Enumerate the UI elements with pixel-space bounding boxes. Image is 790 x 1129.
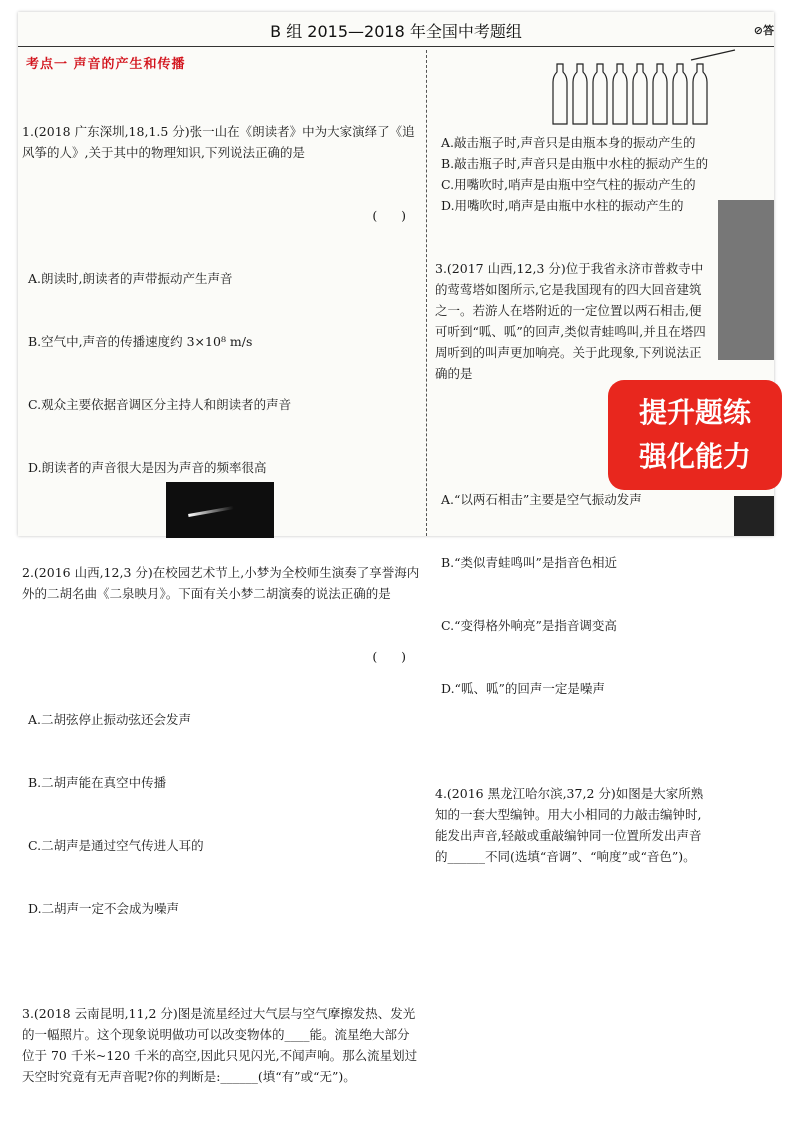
option: D.“呱、呱”的回声一定是噪声 [441, 681, 605, 696]
column-divider [426, 50, 427, 536]
question-4-right [435, 741, 771, 909]
option: B.空气中,声音的传播速度约 3×10⁸ m/s [28, 334, 253, 349]
meteor-streak [188, 506, 234, 517]
question-stem: 4.(2016 黑龙江哈尔滨,37,2 分)如图是大家所熟知的一套大型编钟。用大小相同的力敲击编钟时,能发出声音,轻敲或重敲编钟同一位置所发出声音的______不同(选填“音调”、“响度”或“音色”)。 [435, 786, 704, 864]
question-stem: 2.(2016 山西,12,3 分)在校园艺术节上,小梦为全校师生演奏了享誉海内外的二胡名曲《二泉映月》。下面有关小梦二胡演奏的说法正确的是 [22, 565, 420, 601]
bells-photo [734, 496, 774, 536]
option: D.二胡声一定不会成为噪声 [28, 901, 180, 916]
answer-paren: ( ) [372, 649, 406, 664]
bottles-figure [435, 48, 771, 132]
option: B.敲击瓶子时,声音只是由瓶中水柱的振动产生的 [441, 156, 709, 171]
pagoda-photo [718, 200, 774, 360]
page-header [18, 12, 774, 47]
promo-line-2: 强化能力 [638, 440, 751, 473]
option: A.“以两石相击”主要是空气振动发声 [441, 492, 642, 507]
option: D.用嘴吹时,哨声是由瓶中水柱的振动产生的 [441, 198, 684, 213]
option: C.用嘴吹时,哨声是由瓶中空气柱的振动产生的 [441, 177, 696, 192]
option: A.敲击瓶子时,声音只是由瓶本身的振动产生的 [441, 135, 696, 150]
option: B.“类似青蛙鸣叫”是指音色相近 [441, 555, 617, 570]
answer-badge: ⊘答 [753, 24, 774, 37]
question-stem: 3.(2018 云南昆明,11,2 分)图是流星经过大气层与空气摩擦发热、发光的一幅照片。这个现象说明做功可以改变物体的____能。流星绝大部分位于 70 千米~120 千米的高空,因此只见闪光,不闻声响。那么流星划过天空时究竟有无声音呢?你的判断是:______(填“有”或“无”)。 [22, 1006, 418, 1084]
bottles-illustration [435, 48, 771, 132]
question-1 [22, 79, 420, 520]
option: D.朗读者的声音很大是因为声音的频率很高 [28, 460, 267, 475]
answer-paren: ( ) [372, 208, 406, 223]
option: C.二胡声是通过空气传进人耳的 [28, 838, 204, 853]
promo-badge [608, 380, 782, 490]
page-title: B 组 2015—2018 年全国中考题组 [270, 22, 522, 41]
promo-line-1: 提升题练 [638, 396, 751, 429]
meteor-photo [166, 482, 274, 538]
question-stem: 1.(2018 广东深圳,18,1.5 分)张一山在《朗读者》中为大家演绎了《追风筝的人》,关于其中的物理知识,下列说法正确的是 [22, 124, 415, 160]
question-stem: 3.(2017 山西,12,3 分)位于我省永济市普救寺中的莺莺塔如图所示,它是我国现有的四大回音建筑之一。若游人在塔附近的一定位置以两石相击,便可听到“呱、呱”的回声,类似青蛙鸣叫,并且在塔四周听到的叫声更加响亮。关于此现象,下列说法正确的是 [435, 261, 706, 381]
option: B.二胡声能在真空中传播 [28, 775, 167, 790]
section-heading: 考点一 声音的产生和传播 [26, 57, 186, 72]
option: C.观众主要依据音调区分主持人和朗读者的声音 [28, 397, 292, 412]
option: A.朗读时,朗读者的声带振动产生声音 [28, 271, 233, 286]
question-3 [22, 961, 420, 1129]
left-column [22, 48, 420, 1084]
question-2 [22, 520, 420, 961]
option: C.“变得格外响亮”是指音调变高 [441, 618, 617, 633]
option: A.二胡弦停止振动弦还会发声 [28, 712, 192, 727]
